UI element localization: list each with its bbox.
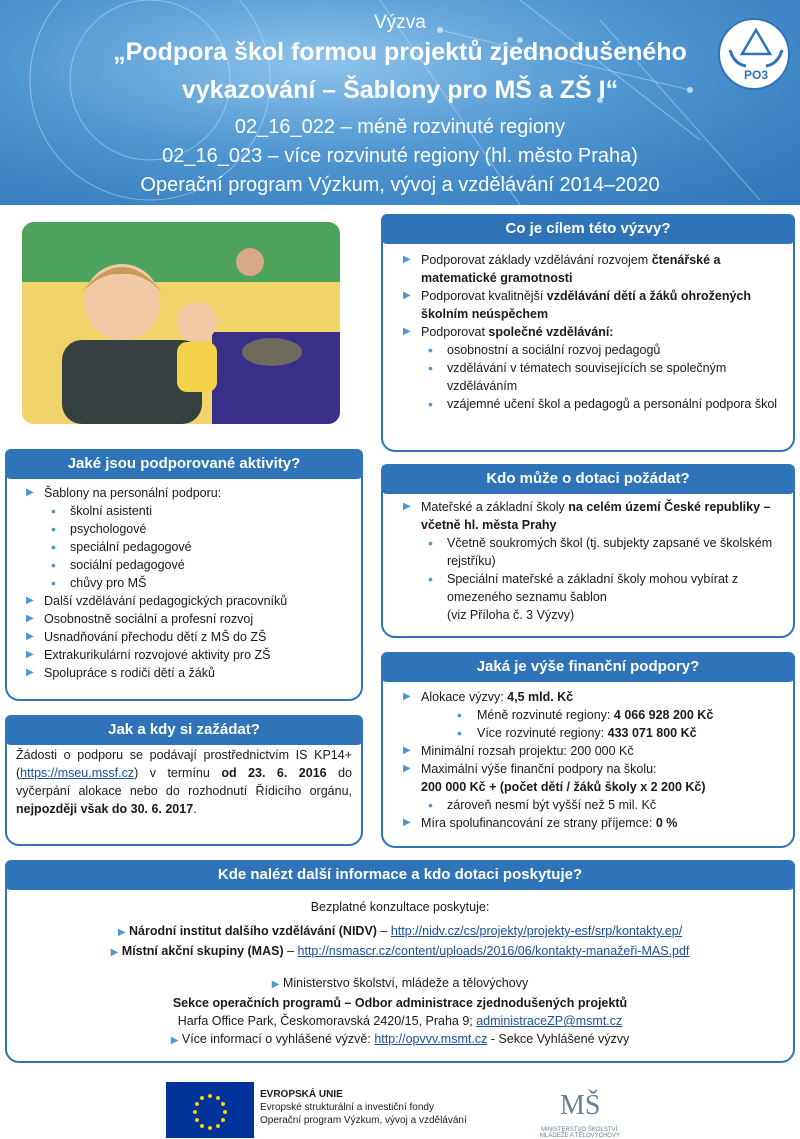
header-program: Operační program Výzkum, vývoj a vzdělávání 2014–2020 (140, 174, 660, 196)
list-item: ▶ Podporovat základy vzdělávání rozvojem čtenářské a matematické gramotnosti (403, 253, 721, 285)
msmt-emblem-icon (540, 1082, 620, 1122)
dot-bullet-icon: • (428, 797, 433, 813)
list-item: ▶ Mateřské a základní školy na celém území České republiky – včetně hl. města Prahy (403, 500, 771, 532)
triangle-bullet-icon: ▶ (403, 763, 411, 774)
sub-list-item: • Včetně soukromých škol (tj. subjekty zapsané ve školském rejstříku) (428, 535, 773, 568)
triangle-bullet-icon: ▶ (403, 745, 411, 756)
classroom-illustration (22, 222, 340, 424)
list-item: ▶ Extrakurikulární rozvojové aktivity pro ZŠ (26, 648, 271, 662)
triangle-bullet-icon: ▶ (26, 631, 34, 642)
triangle-bullet-icon: ▶ (403, 817, 411, 828)
list-item: ▶ Alokace výzvy: 4,5 mld. Kč (403, 690, 574, 704)
msmt-logo: MŠ MINISTERSTVO ŠKOLSTVÍ, MLÁDEŽE A TĚLOVÝCHOVY (540, 1082, 620, 1138)
logo-label: PO3 (743, 68, 768, 82)
eu-text: EVROPSKÁ UNIE Evropské strukturální a investiční fondy Operační program Výzkum, vývoj a vzdělávání (260, 1089, 467, 1126)
list-item: ▶ Míra spolufinancování ze strany příjemce: 0 % (403, 816, 678, 830)
info-address-row: Harfa Office Park, Českomoravská 2420/15, Praha 9; administraceZP@msmt.cz (177, 1014, 623, 1028)
triangle-bullet-icon: ▶ (403, 254, 411, 265)
dot-bullet-icon: • (457, 725, 462, 741)
dot-bullet-icon: • (428, 571, 433, 587)
list-item: ▶ Šablony na personální podporu: (26, 486, 222, 500)
triangle-bullet-icon: ▶ (403, 326, 411, 337)
triangle-bullet-icon: ▶ (26, 595, 34, 606)
opvvv-link[interactable]: http://opvvv.msmt.cz (374, 1032, 488, 1046)
info-nidv-row: ▶ Národní institut dalšího vzdělávání (NIDV) – http://nidv.cz/cs/projekty/projekty-esf/srp/kontakty.ep/ (117, 924, 683, 938)
po3-logo (718, 18, 790, 90)
sub-list-item: • Méně rozvinuté regiony: 4 066 928 200 Kč (457, 707, 714, 723)
finance-heading: Jaká je výše finanční podpory? (381, 652, 795, 682)
sub-list-item: • Speciální mateřské a základní školy mohou vybírat z omezeného seznamu šablon (viz Příloha č. 3 Výzvy) (428, 571, 739, 622)
dot-bullet-icon: • (51, 557, 56, 573)
list-item: ▶ Maximální výše finanční podpory na školu: 200 000 Kč + (počet dětí / žáků školy x 2 200 Kč) (403, 762, 706, 794)
header-code-line1: 02_16_022 – méně rozvinuté regiony (234, 116, 566, 138)
how-heading: Jak a kdy si zažádat? (5, 715, 363, 745)
aim-content (397, 251, 787, 413)
list-item: ▶ Podporovat společné vzdělávání: (403, 325, 614, 339)
dot-bullet-icon: • (428, 396, 433, 412)
list-item: ▶ Podporovat kvalitnější vzdělávání dětí a žáků ohrožených školním neúspěchem (403, 289, 751, 321)
sub-list-item: • chůvy pro MŠ (51, 575, 147, 591)
dot-bullet-icon: • (457, 707, 462, 723)
aim-heading: Co je cílem této výzvy? (381, 214, 795, 244)
triangle-bullet-icon: ▶ (403, 691, 411, 702)
triangle-bullet-icon: ▶ (26, 667, 34, 678)
how-content: Žádosti o podporu se podávají prostřednictvím IS KP14+ (https://mseu.mssf.cz) v termínu od 23. 6. 2016 do vyčerpání alokace nebo do rozhodnutí Řídicího orgánu, nejpozději však do 30. 6. 2017. (16, 748, 352, 816)
triangle-bullet-icon: ▶ (110, 947, 119, 958)
nidv-link[interactable]: http://nidv.cz/cs/projekty/projekty-esf/srp/kontakty.ep/ (390, 924, 683, 938)
triangle-bullet-icon: ▶ (117, 927, 126, 938)
triangle-bullet-icon: ▶ (403, 290, 411, 301)
header-kicker: Výzva (374, 12, 426, 33)
info-more-row: ▶ Více informací o vyhlášené výzvě: http://opvvv.msmt.cz - Sekce Vyhlášené výzvy (170, 1032, 630, 1046)
dot-bullet-icon: • (428, 342, 433, 358)
sub-list-item: • sociální pedagogové (51, 557, 185, 573)
info-intro: Bezplatné konzultace poskytuje: (310, 900, 490, 914)
mseu-link[interactable]: https://mseu.mssf.cz (20, 766, 135, 780)
dot-bullet-icon: • (428, 360, 433, 376)
info-heading: Kde nalézt další informace a kdo dotaci poskytuje? (5, 860, 795, 890)
sub-list-item: • Více rozvinuté regiony: 433 071 800 Kč (457, 725, 697, 741)
dot-bullet-icon: • (51, 575, 56, 591)
info-mas-row: ▶ Místní akční skupiny (MAS) – http://nsmascr.cz/content/uploads/2016/06/kontakty-manažeři-MAS.pdf (110, 944, 690, 958)
who-heading: Kdo může o dotaci požádat? (381, 464, 795, 494)
triangle-bullet-icon: ▶ (170, 1035, 179, 1046)
sub-list-item: • školní asistenti (51, 503, 152, 519)
list-item: ▶ Usnadňování přechodu dětí z MŠ do ZŠ (26, 630, 267, 644)
triangle-bullet-icon: ▶ (403, 501, 411, 512)
list-item: ▶ Spolupráce s rodiči dětí a žáků (26, 666, 215, 680)
header-title-line2: vykazování – Šablony pro MŠ a ZŠ I“ (181, 76, 619, 104)
header-title-line1: „Podpora škol formou projektů zjednodušeného (113, 38, 687, 66)
triangle-bullet-icon: ▶ (271, 979, 280, 990)
sub-list-item: • osobnostní a sociální rozvoj pedagogů (428, 342, 661, 358)
sub-list-item: • vzdělávání v tématech souvisejících se společným vzděláváním (428, 360, 727, 393)
header-code-line2: 02_16_023 – více rozvinuté regiony (hl. město Praha) (162, 145, 638, 167)
sub-list-item: • vzájemné učení škol a pedagogů a personální podpora škol (428, 396, 778, 412)
sub-list-item: • speciální pedagogové (51, 539, 192, 555)
svg-text:MŠ: MŠ (560, 1090, 601, 1121)
activities-heading: Jaké jsou podporované aktivity? (5, 449, 363, 479)
info-content (20, 898, 780, 1050)
eu-flag (166, 1082, 254, 1138)
triangle-bullet-icon: ▶ (26, 487, 34, 498)
info-ministry-row: ▶ Ministerstvo školství, mládeže a tělovýchovy (271, 976, 529, 990)
children-photo (22, 222, 340, 424)
triangle-bullet-icon: ▶ (26, 649, 34, 660)
dot-bullet-icon: • (51, 521, 56, 537)
header-banner (0, 0, 800, 205)
mas-link[interactable]: http://nsmascr.cz/content/uploads/2016/06/kontakty-manažeři-MAS.pdf (297, 944, 690, 958)
dot-bullet-icon: • (428, 535, 433, 551)
sub-list-item: • zároveň nesmí být vyšší než 5 mil. Kč (428, 797, 657, 813)
list-item: ▶ Osobnostně sociální a profesní rozvoj (26, 612, 254, 626)
dot-bullet-icon: • (51, 539, 56, 555)
sub-list-item: • psychologové (51, 521, 147, 537)
finance-content (397, 688, 793, 832)
list-item: ▶ Minimální rozsah projektu: 200 000 Kč (403, 744, 634, 758)
who-content (397, 498, 783, 624)
eu-stars-icon (166, 1082, 254, 1138)
list-item: ▶ Další vzdělávání pedagogických pracovníků (26, 594, 288, 608)
info-section: Sekce operačních programů – Odbor administrace zjednodušených projektů (172, 996, 628, 1010)
email-link[interactable]: administraceZP@msmt.cz (476, 1014, 623, 1028)
triangle-bullet-icon: ▶ (26, 613, 34, 624)
activities-content (20, 484, 360, 682)
dot-bullet-icon: • (51, 503, 56, 519)
